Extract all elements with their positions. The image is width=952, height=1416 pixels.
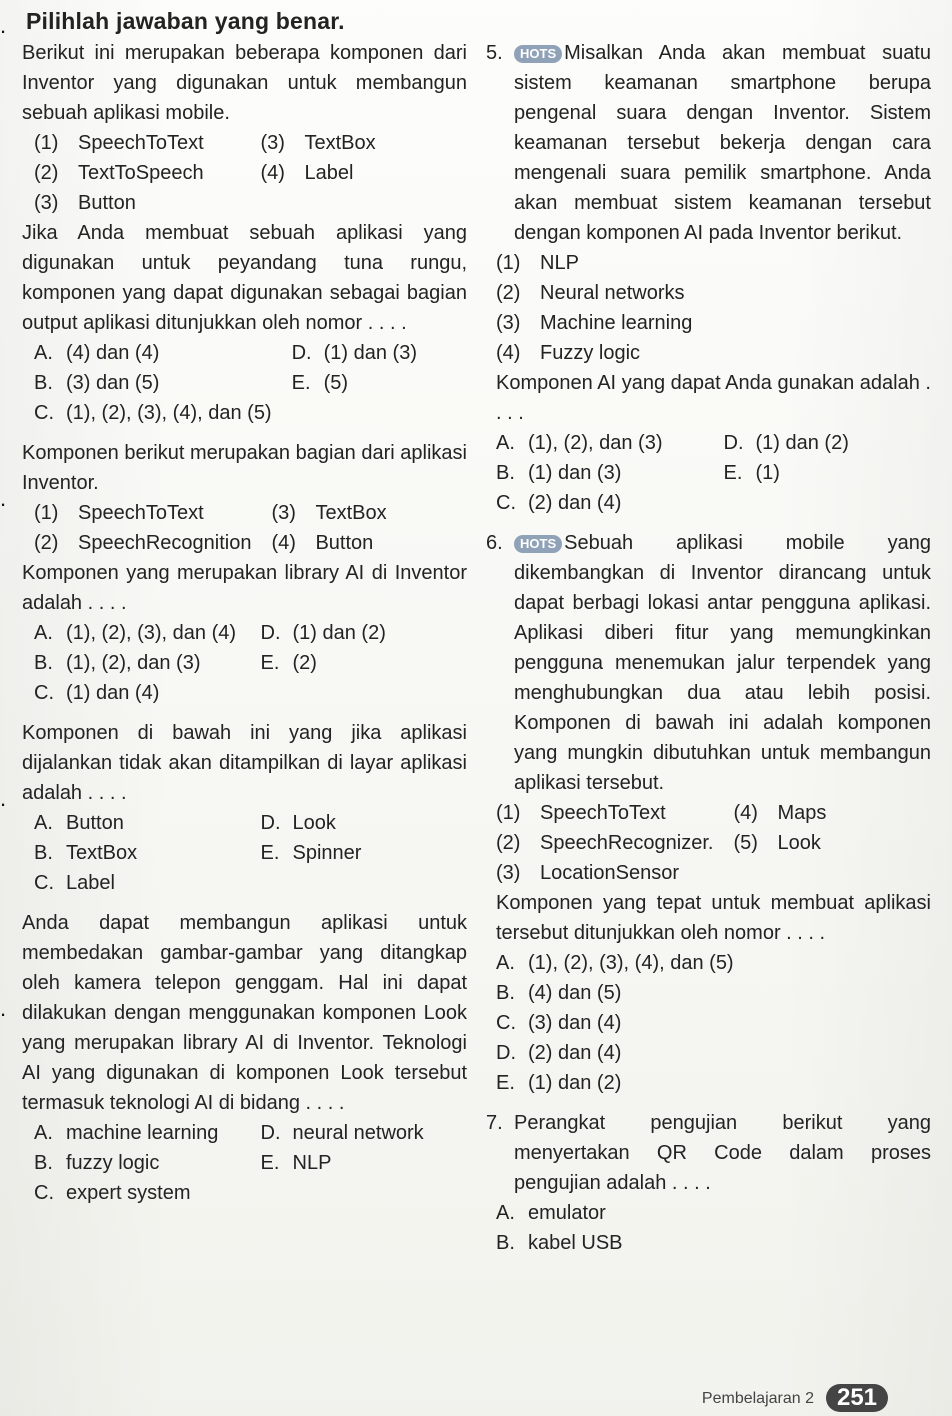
question-5-item: [496, 308, 931, 338]
question-number: 6.: [486, 532, 503, 554]
option-letter: D.: [260, 622, 281, 644]
item-text: NLP: [540, 252, 579, 274]
option-letter: B.: [496, 462, 515, 484]
option-letter: B.: [496, 982, 515, 1004]
option-letter: E.: [496, 1072, 515, 1094]
option-d: [292, 338, 467, 368]
option-b: [34, 648, 241, 678]
option-text: (1) dan (3): [528, 462, 622, 484]
page-title: Pilihlah jawaban yang benar.: [26, 8, 345, 34]
option-e: [292, 368, 467, 398]
question-6-item: [733, 828, 931, 858]
question-4-text-1: Anda dapat membangun aplikasi untuk membedakan gambar-gambar yang ditangkap oleh kamera telepon genggam. Hal ini dapat dilakukan dengan menggunakan komponen Look yang merupakan library AI di Inventor. Teknologi AI yang digunakan di komponen Look tersebut termasuk teknologi AI di bidang . . . .: [22, 912, 467, 1114]
item-text: Fuzzy logic: [540, 342, 641, 364]
right-column: [486, 38, 931, 1268]
option-text: (5): [323, 372, 349, 394]
item-text: Button: [78, 192, 136, 214]
option-a: [34, 808, 241, 838]
item-text: Maps: [777, 802, 827, 824]
item-number: (1): [496, 802, 521, 824]
item-text: SpeechToText: [78, 502, 204, 524]
item-text: TextBox: [315, 502, 387, 524]
question-1-item-grid: [34, 128, 467, 218]
question-5-item: [496, 278, 931, 308]
item-text: Button: [315, 532, 374, 554]
question-2-item-grid: [34, 498, 467, 558]
item-number: (5): [733, 832, 758, 854]
question-number: 7.: [486, 1112, 503, 1134]
question-1-item: [34, 188, 241, 218]
option-letter: D.: [260, 1122, 281, 1144]
question-2-item: [34, 528, 251, 558]
left-margin-mark-4: .: [0, 996, 7, 1021]
option-letter: B.: [496, 1232, 515, 1254]
item-text: Look: [777, 832, 821, 854]
question-6-items: [496, 798, 931, 888]
footer-label: Pembelajaran 2: [701, 1390, 814, 1407]
option-d: [261, 1118, 468, 1148]
option-text: Button: [66, 812, 124, 834]
option-text: (1), (2), (3), (4), dan (5): [66, 402, 272, 424]
option-letter: A.: [34, 812, 53, 834]
item-number: (4): [271, 532, 296, 554]
option-text: (1), (2), dan (3): [528, 432, 663, 454]
option-text: (1) dan (3): [323, 342, 417, 364]
question-7-head: [486, 1108, 931, 1198]
left-margin-mark-3: .: [0, 786, 7, 811]
question-1-item: [34, 128, 241, 158]
option-b: [496, 458, 704, 488]
item-text: TextToSpeech: [78, 162, 204, 184]
question-6-item: [496, 798, 713, 828]
option-text: machine learning: [66, 1122, 219, 1144]
question-7-text-1: Perangkat pengujian berikut yang menyertakan QR Code dalam proses pengujian adalah . . . .: [514, 1112, 931, 1194]
item-number: (3): [260, 132, 285, 154]
option-text: (1), (2), (3), (4), dan (5): [528, 952, 734, 974]
question-5-items: [496, 248, 931, 368]
option-letter: C.: [34, 402, 54, 424]
option-letter: E.: [260, 652, 280, 674]
option-b: [496, 978, 931, 1008]
option-letter: C.: [496, 1012, 516, 1034]
option-a: [34, 338, 272, 368]
item-number: (2): [496, 282, 521, 304]
option-letter: C.: [496, 492, 516, 514]
item-text: LocationSensor: [540, 862, 679, 884]
option-c: [34, 1178, 241, 1208]
option-d: [496, 1038, 931, 1068]
question-1-text-2: Jika Anda membuat sebuah aplikasi yang digunakan untuk peyandang tuna rungu, komponen yang dapat digunakan sebagai bagian output aplikasi ditunjukkan oleh nomor . . . .: [22, 222, 467, 334]
option-letter: A.: [496, 952, 515, 974]
question-6-text-1: [514, 528, 931, 798]
option-text: NLP: [292, 1152, 332, 1174]
item-number: (4): [733, 802, 758, 824]
question-5-text-1: [514, 38, 931, 248]
left-column: [22, 38, 467, 1218]
option-text: (1), (2), (3), dan (4): [66, 622, 237, 644]
question-5-head: [486, 38, 931, 248]
item-text: Machine learning: [540, 312, 693, 334]
option-c: [34, 678, 241, 708]
question-5-body: Misalkan Anda akan membuat suatu sistem keamanan smartphone berupa pengenal suara dengan Inventor. Sistem keamanan tersebut bekerja dengan cara mengenali suara pemilik smartphone. Anda akan membuat sistem keamanan tersebut dengan komponen AI pada Inventor berikut.: [514, 42, 931, 244]
item-text: SpeechToText: [540, 802, 666, 824]
option-b: [496, 1228, 931, 1258]
item-number: (1): [496, 252, 521, 274]
option-letter: B.: [34, 652, 53, 674]
item-number: (4): [260, 162, 285, 184]
question-4: [22, 908, 467, 1208]
question-5: [486, 38, 931, 518]
question-6: [486, 528, 931, 1098]
question-1-options: [34, 338, 467, 428]
option-e: [724, 458, 932, 488]
item-number: (2): [34, 162, 59, 184]
option-c: [496, 1008, 931, 1038]
question-2-item: [34, 498, 251, 528]
page-number-badge: 251: [826, 1384, 888, 1412]
question-5-text-2: Komponen AI yang dapat Anda gunakan adalah . . . .: [496, 372, 931, 424]
item-number: (1): [34, 132, 59, 154]
question-3: [22, 718, 467, 898]
item-text: Label: [304, 162, 354, 184]
option-letter: C.: [34, 872, 54, 894]
option-text: Spinner: [292, 842, 362, 864]
option-e: [261, 648, 468, 678]
option-letter: D.: [496, 1042, 516, 1064]
question-2: [22, 438, 467, 708]
option-letter: B.: [34, 842, 53, 864]
option-e: [261, 1148, 468, 1178]
option-a: [34, 1118, 241, 1148]
option-text: Look: [292, 812, 336, 834]
option-c: [34, 868, 241, 898]
item-number: (4): [496, 342, 521, 364]
option-letter: D.: [291, 342, 312, 364]
option-text: (1): [755, 462, 780, 484]
question-7-options: [496, 1198, 931, 1258]
item-number: (2): [496, 832, 521, 854]
question-2-options: [34, 618, 467, 708]
option-text: (1) dan (2): [755, 432, 849, 454]
option-e: [261, 838, 468, 868]
question-4-options: [34, 1118, 467, 1208]
option-text: kabel USB: [528, 1232, 623, 1254]
option-text: (1), (2), dan (3): [66, 652, 201, 674]
option-a: [496, 1198, 931, 1228]
question-5-options: [496, 428, 931, 518]
question-1-item: [261, 128, 468, 158]
question-6-text-2: Komponen yang tepat untuk membuat aplikasi tersebut ditunjukkan oleh nomor . . . .: [496, 892, 931, 944]
question-2-text-1: Komponen berikut merupakan bagian dari aplikasi Inventor.: [22, 442, 467, 494]
item-text: TextBox: [304, 132, 376, 154]
option-text: TextBox: [66, 842, 138, 864]
question-7: [486, 1108, 931, 1258]
option-text: (2): [292, 652, 317, 674]
item-text: Neural networks: [540, 282, 685, 304]
item-number: (1): [34, 502, 59, 524]
question-number: 5.: [486, 42, 503, 64]
option-text: emulator: [528, 1202, 606, 1224]
item-text: SpeechRecognizer.: [540, 832, 714, 854]
option-a: [496, 948, 931, 978]
item-text: SpeechRecognition: [78, 532, 252, 554]
option-d: [261, 618, 468, 648]
question-6-options: [496, 948, 931, 1098]
option-text: (4) dan (4): [66, 342, 160, 364]
option-text: Label: [66, 872, 115, 894]
option-text: (2) dan (4): [528, 1042, 622, 1064]
option-text: (3) dan (5): [66, 372, 160, 394]
option-text: (3) dan (4): [528, 1012, 622, 1034]
question-2-item: [271, 498, 467, 528]
option-text: expert system: [66, 1182, 191, 1204]
option-letter: E.: [260, 1152, 280, 1174]
option-text: (4) dan (5): [528, 982, 622, 1004]
option-b: [34, 1148, 241, 1178]
option-letter: A.: [496, 432, 515, 454]
question-1-text-1: Berikut ini merupakan beberapa komponen dari Inventor yang digunakan untuk membangun sebuah aplikasi mobile.: [22, 42, 467, 124]
question-3-options: [34, 808, 467, 898]
option-letter: A.: [34, 342, 53, 364]
option-d: [261, 808, 468, 838]
option-letter: E.: [260, 842, 280, 864]
item-number: (3): [34, 192, 59, 214]
question-6-item: [496, 858, 713, 888]
option-letter: E.: [723, 462, 743, 484]
item-text: SpeechToText: [78, 132, 204, 154]
option-text: (1) dan (4): [66, 682, 160, 704]
option-c: [496, 488, 704, 518]
item-number: (2): [34, 532, 59, 554]
question-1-item: [34, 158, 241, 188]
hots-badge: HOTS: [514, 535, 562, 553]
option-letter: B.: [34, 372, 53, 394]
option-letter: B.: [34, 1152, 53, 1174]
option-letter: A.: [496, 1202, 515, 1224]
option-letter: C.: [34, 1182, 54, 1204]
option-text: (1) dan (2): [292, 622, 386, 644]
option-a: [34, 618, 241, 648]
option-letter: D.: [723, 432, 744, 454]
question-6-item: [496, 828, 713, 858]
question-2-item: [271, 528, 467, 558]
option-letter: C.: [34, 682, 54, 704]
option-c: [34, 398, 272, 428]
hots-badge: HOTS: [514, 45, 562, 63]
left-margin-mark-1: .: [0, 13, 7, 38]
option-letter: A.: [34, 1122, 53, 1144]
question-1-item: [261, 158, 468, 188]
option-text: (2) dan (4): [528, 492, 622, 514]
item-number: (3): [496, 312, 521, 334]
option-letter: E.: [291, 372, 311, 394]
option-text: fuzzy logic: [66, 1152, 160, 1174]
option-b: [34, 368, 272, 398]
option-e: [496, 1068, 931, 1098]
option-letter: D.: [260, 812, 281, 834]
question-3-text-1: Komponen di bawah ini yang jika aplikasi dijalankan tidak akan ditampilkan di layar aplikasi adalah . . . .: [22, 722, 467, 804]
option-text: neural network: [292, 1122, 424, 1144]
left-margin-mark-2: .: [0, 486, 7, 511]
option-a: [496, 428, 704, 458]
question-5-item: [496, 248, 931, 278]
option-d: [724, 428, 932, 458]
question-1: [22, 38, 467, 428]
item-number: (3): [271, 502, 296, 524]
question-2-text-2: Komponen yang merupakan library AI di Inventor adalah . . . .: [22, 562, 467, 614]
question-5-item: [496, 338, 931, 368]
item-number: (3): [496, 862, 521, 884]
option-text: (1) dan (2): [528, 1072, 622, 1094]
option-b: [34, 838, 241, 868]
question-6-head: [486, 528, 931, 798]
question-6-body: Sebuah aplikasi mobile yang dikembangkan di Inventor dirancang untuk dapat berbagi lokasi antar pengguna aplikasi. Aplikasi diberi fitur yang memungkinkan pengguna menemukan jalur terpendek yang menghubungkan dua atau lebih posisi. Komponen di bawah ini adalah komponen yang mungkin dibutuhkan untuk membangun aplikasi tersebut.: [514, 532, 931, 794]
option-letter: A.: [34, 622, 53, 644]
question-6-item: [733, 798, 931, 828]
